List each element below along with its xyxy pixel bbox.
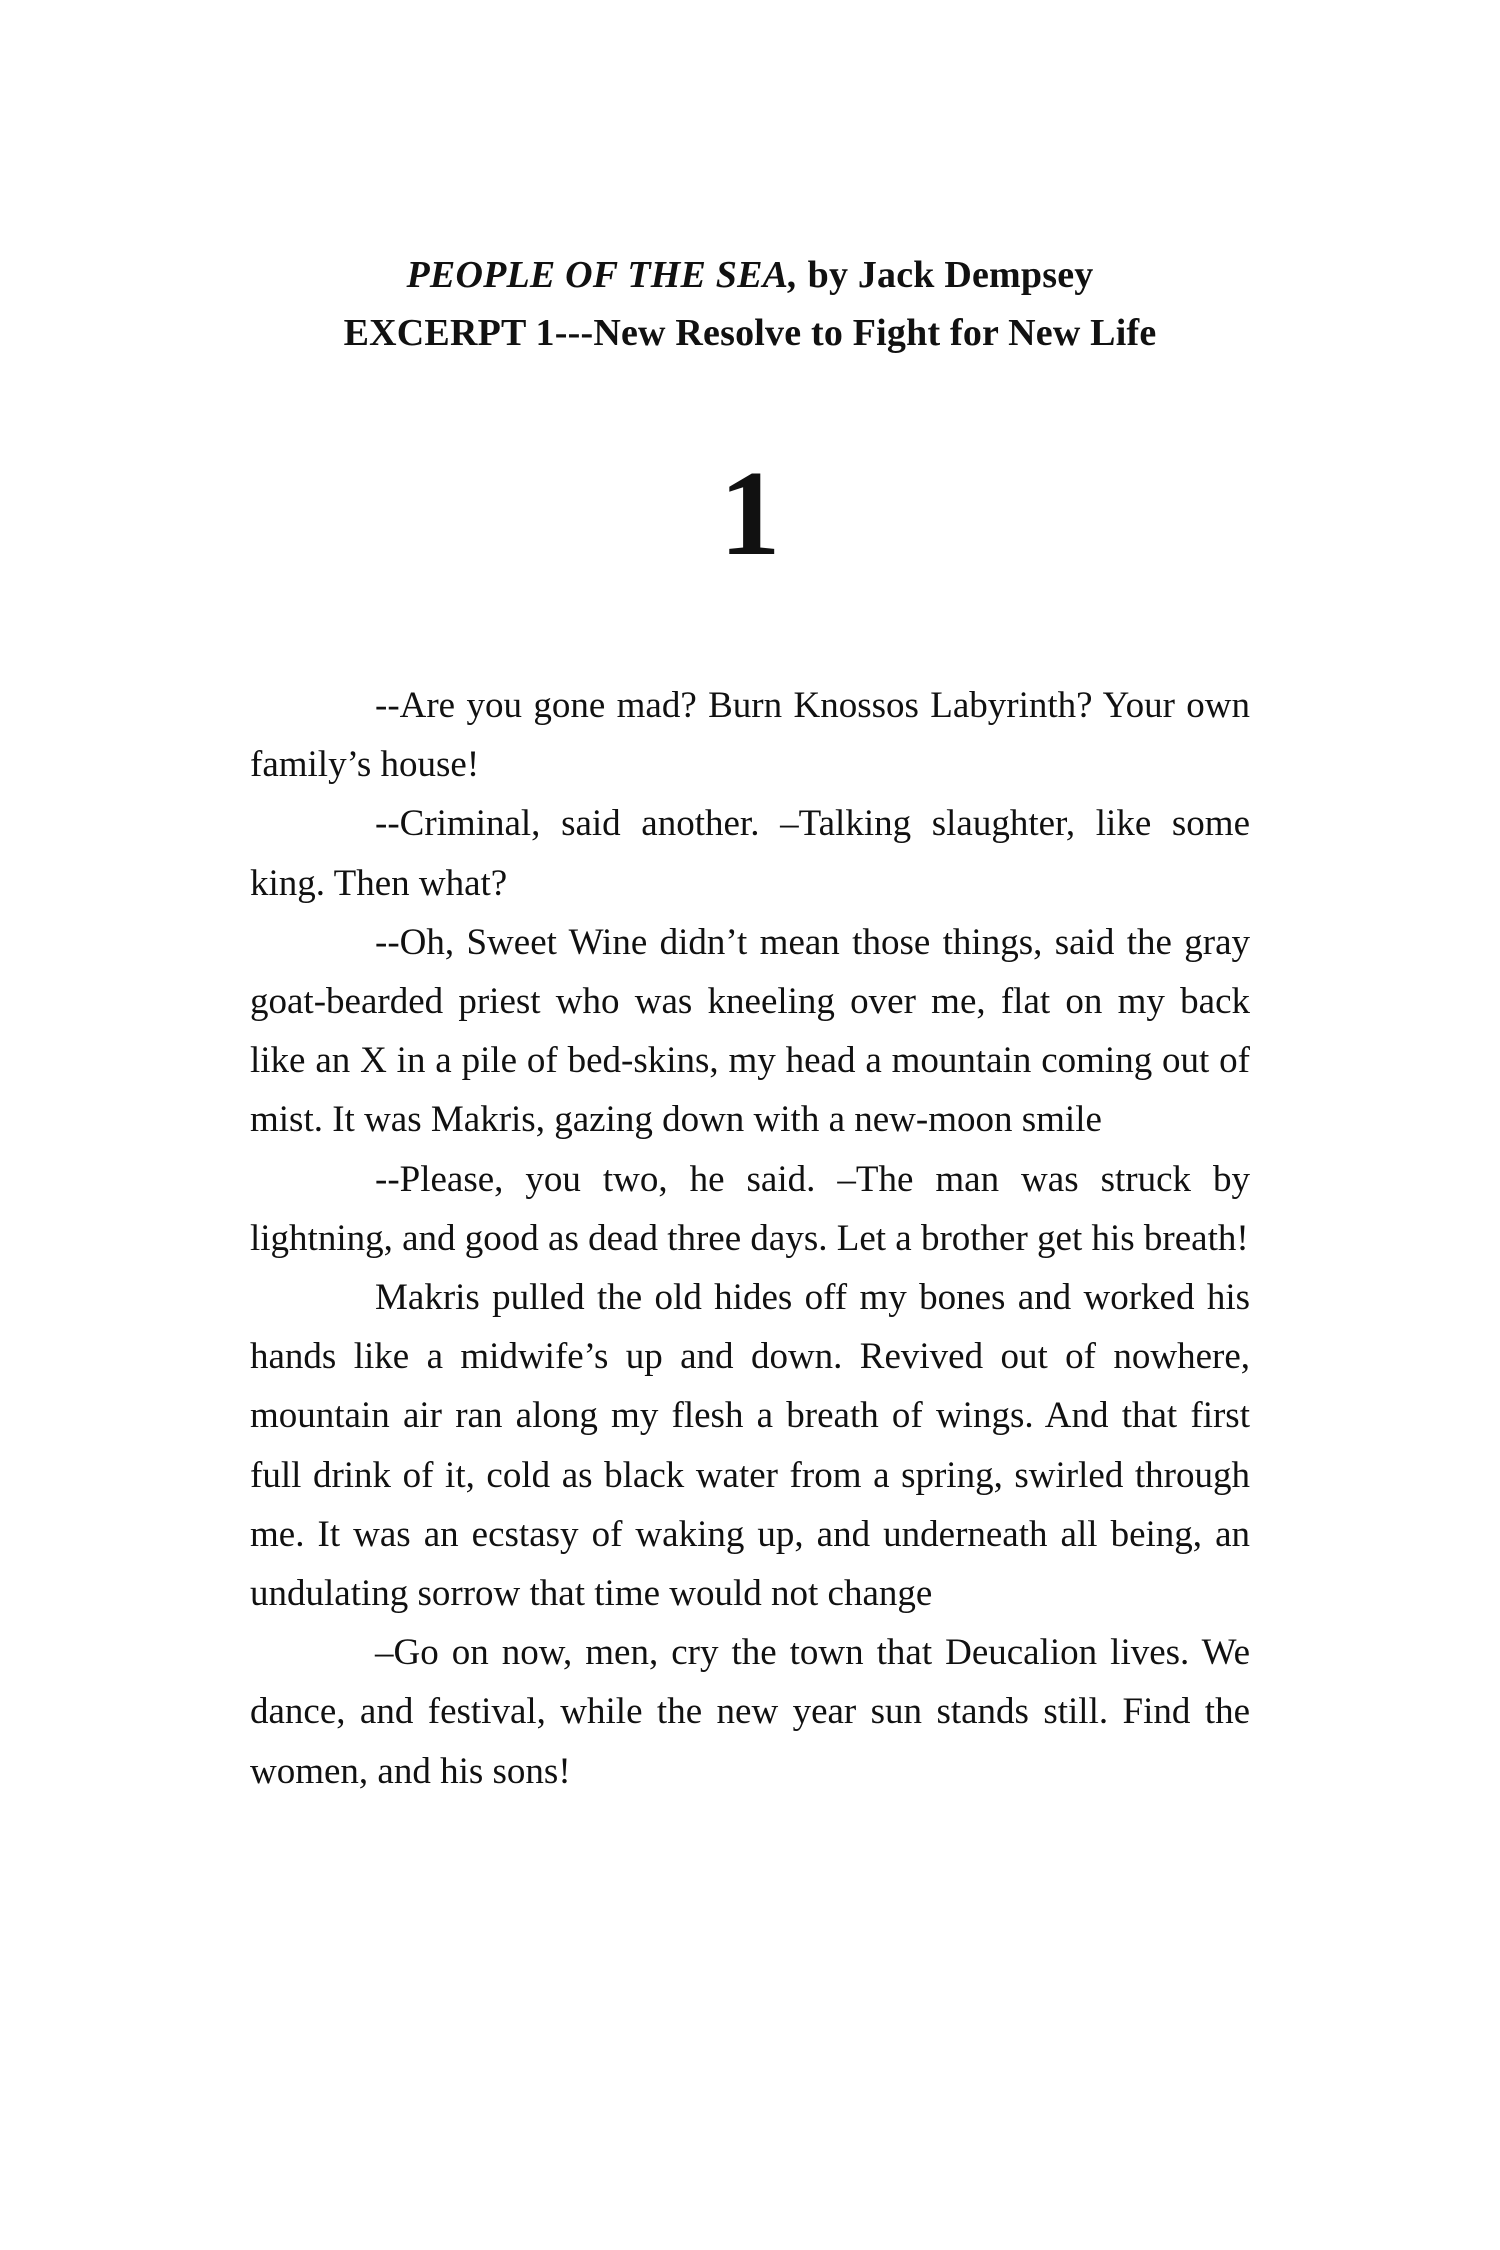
- paragraph: --Please, you two, he said. –The man was struck by lightning, and good as dead three days. Let a brother get his breath!: [250, 1158, 1250, 1259]
- paragraph: Makris pulled the old hides off my bones and worked his hands like a midwife’s up and down. Revived out of nowhere, mountain air ran along my flesh a breath of wings. And that first full drink of it, cold as black water from a spring, swirled through me. It was an ecstasy of waking up, and underneath all being, an undulating sorrow that time would not change: [250, 1277, 1250, 1615]
- paragraph: --Criminal, said another. –Talking slaughter, like some king. Then what?: [250, 803, 1250, 904]
- book-title: PEOPLE OF THE SEA,: [406, 254, 798, 296]
- excerpt-header: [250, 246, 1250, 362]
- chapter-body: [250, 676, 1250, 1801]
- book-title-line: [250, 246, 1250, 304]
- excerpt-subtitle: EXCERPT 1---New Resolve to Fight for New Life: [343, 312, 1157, 354]
- paragraph: --Are you gone mad? Burn Knossos Labyrinth? Your own family’s house!: [250, 685, 1250, 786]
- book-author: by Jack Dempsey: [797, 254, 1094, 296]
- chapter-number: 1: [719, 446, 781, 581]
- paragraph: --Oh, Sweet Wine didn’t mean those things, said the gray goat-bearded priest who was kneeling over me, flat on my back like an X in a pile of bed-skins, my head a mountain coming out of mist. It was Makris, gazing down with a new-moon smile: [250, 921, 1250, 1141]
- paragraph: –Go on now, men, cry the town that Deucalion lives. We dance, and festival, while the new year sun stands still. Find the women, and his sons!: [250, 1632, 1250, 1792]
